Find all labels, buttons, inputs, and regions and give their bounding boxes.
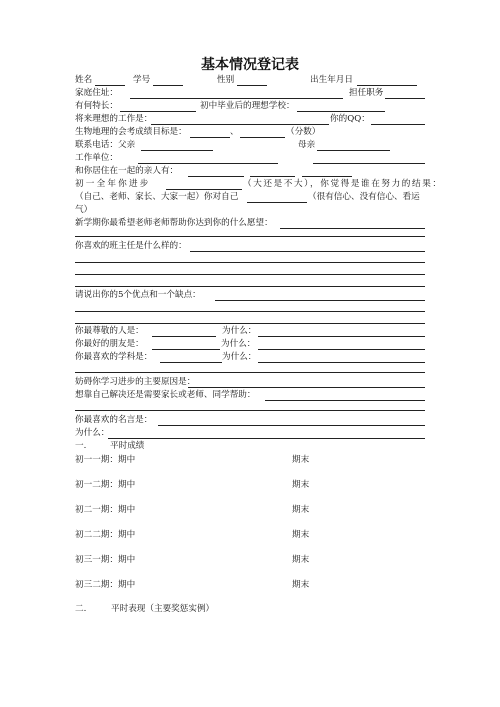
father-phone-field[interactable]: [141, 150, 213, 151]
subject-field[interactable]: [160, 362, 222, 363]
teacher-line-2[interactable]: [75, 262, 425, 263]
name-label: 姓名: [75, 75, 93, 85]
ideal-job-field[interactable]: [151, 124, 329, 125]
student-id-label: 学号: [133, 75, 151, 85]
ideal-job-label: 将来理想的工作是：: [75, 114, 153, 124]
teacher-field[interactable]: [190, 251, 425, 252]
grade-row-label: 初三二期：期中: [75, 580, 136, 590]
talent-field[interactable]: [120, 111, 196, 112]
progress-label: 初一全年你进步: [75, 179, 151, 189]
grade-row-final: 期末: [292, 455, 310, 465]
motto-why-label: 为什么：: [75, 428, 110, 438]
student-id-field[interactable]: [153, 85, 183, 86]
birth-label: 出生年月日: [310, 75, 353, 85]
grade-row-label: 初二一期：期中: [75, 505, 136, 515]
name-field[interactable]: [95, 85, 125, 86]
traits-line-2[interactable]: [75, 311, 425, 312]
subject-why-label: 为什么：: [222, 352, 257, 362]
respect-why-label: 为什么：: [222, 326, 257, 336]
grade-row-final: 期末: [292, 530, 310, 540]
birth-field[interactable]: [357, 85, 417, 86]
qq-label: 你的QQ：: [330, 114, 370, 124]
progress-question: （大还是不大），你觉得是谁在努力的结果：: [243, 179, 443, 189]
wish-field[interactable]: [280, 228, 425, 229]
grade-row-label: 初一二期：期中: [75, 480, 136, 490]
progress-field[interactable]: [166, 189, 242, 190]
solve-field[interactable]: [265, 400, 425, 401]
friend-label: 你最好的朋友是：: [75, 339, 144, 349]
position-field[interactable]: [385, 98, 425, 99]
subject-label: 你最喜欢的学科是：: [75, 352, 153, 362]
gender-label: 性别: [217, 75, 235, 85]
teacher-label: 你喜欢的班主任是什么样的：: [75, 241, 187, 251]
father-workplace-field[interactable]: [138, 163, 278, 164]
goal-separator: 、: [230, 127, 239, 137]
motto-field[interactable]: [158, 425, 425, 426]
section1-number: 一.: [75, 441, 87, 451]
respect-label: 你最尊敬的人是：: [75, 326, 144, 336]
grade-row-label: 初一一期：期中: [75, 455, 136, 465]
goal-field-1[interactable]: [190, 137, 230, 138]
grade-row-final: 期末: [292, 580, 310, 590]
wish-line-2[interactable]: [75, 236, 425, 237]
section1-title: 平时成绩: [110, 441, 145, 451]
position-label: 担任职务: [349, 88, 384, 98]
wish-label: 新学期你最希望老师老师帮助你达到你的什么愿望：: [75, 218, 273, 228]
motto-label: 你最喜欢的名言是：: [75, 415, 153, 425]
mother-phone-label: 母亲: [298, 140, 316, 150]
section2-number: 二.: [75, 604, 87, 614]
grade-row-final: 期末: [292, 555, 310, 565]
confidence-options-end: 气）: [75, 205, 93, 215]
subject-why-field[interactable]: [258, 362, 425, 363]
respect-why-field[interactable]: [258, 336, 425, 337]
mother-phone-field[interactable]: [317, 150, 390, 151]
friend-field[interactable]: [152, 349, 220, 350]
grade-row-final: 期末: [292, 505, 310, 515]
cohabit-field-2[interactable]: [250, 176, 295, 177]
traits-label: 请说出你的5个优点和一个缺点：: [75, 290, 201, 300]
confidence-label: （自己、老师、家长、大家一起）你对自己: [75, 192, 239, 202]
teacher-line-4[interactable]: [75, 286, 425, 287]
ideal-school-label: 初中毕业后的理想学校：: [200, 101, 295, 111]
confidence-options: （很有信心、没有信心、看运: [308, 192, 420, 202]
friend-why-label: 为什么：: [221, 339, 256, 349]
teacher-line-3[interactable]: [75, 274, 425, 275]
friend-why-field[interactable]: [258, 349, 425, 350]
motto-why-field[interactable]: [108, 438, 425, 439]
talent-label: 有何特长：: [75, 101, 118, 111]
confidence-field[interactable]: [247, 202, 307, 203]
grade-row-final: 期末: [292, 480, 310, 490]
address-field[interactable]: [130, 98, 343, 99]
cohabit-label: 和你居住在一起的亲人有：: [75, 166, 179, 176]
mother-workplace-field[interactable]: [313, 163, 425, 164]
address-label: 家庭住址：: [75, 88, 118, 98]
cohabit-field-3[interactable]: [302, 176, 352, 177]
workplace-label: 工作单位：: [75, 153, 118, 163]
traits-line-3[interactable]: [75, 323, 425, 324]
obstacle-label: 妨碍你学习进步的主要原因是：: [75, 377, 196, 387]
father-phone-label: 联系电话：父亲: [75, 140, 136, 150]
solve-line-2[interactable]: [75, 410, 425, 411]
subject-line-2[interactable]: [75, 372, 425, 373]
grade-row-label: 初二二期：期中: [75, 530, 136, 540]
grade-row-label: 初三一期：期中: [75, 555, 136, 565]
gender-field[interactable]: [237, 85, 267, 86]
obstacle-field[interactable]: [188, 387, 425, 388]
page-title: 基本情况登记表: [201, 57, 299, 73]
cohabit-field-1[interactable]: [188, 176, 244, 177]
respect-field[interactable]: [152, 336, 216, 337]
ideal-school-field[interactable]: [297, 111, 385, 112]
goal-field-2[interactable]: [240, 137, 285, 138]
section2-title: 平时表现（主要奖惩实例）: [111, 604, 215, 614]
goal-unit: （分数）: [286, 127, 321, 137]
traits-field[interactable]: [215, 300, 425, 301]
goal-label: 生物地理的会考成绩目标是：: [75, 127, 187, 137]
solve-label: 想靠自己解决还是需要家长或老师、同学帮助：: [75, 390, 256, 400]
qq-field[interactable]: [371, 124, 425, 125]
